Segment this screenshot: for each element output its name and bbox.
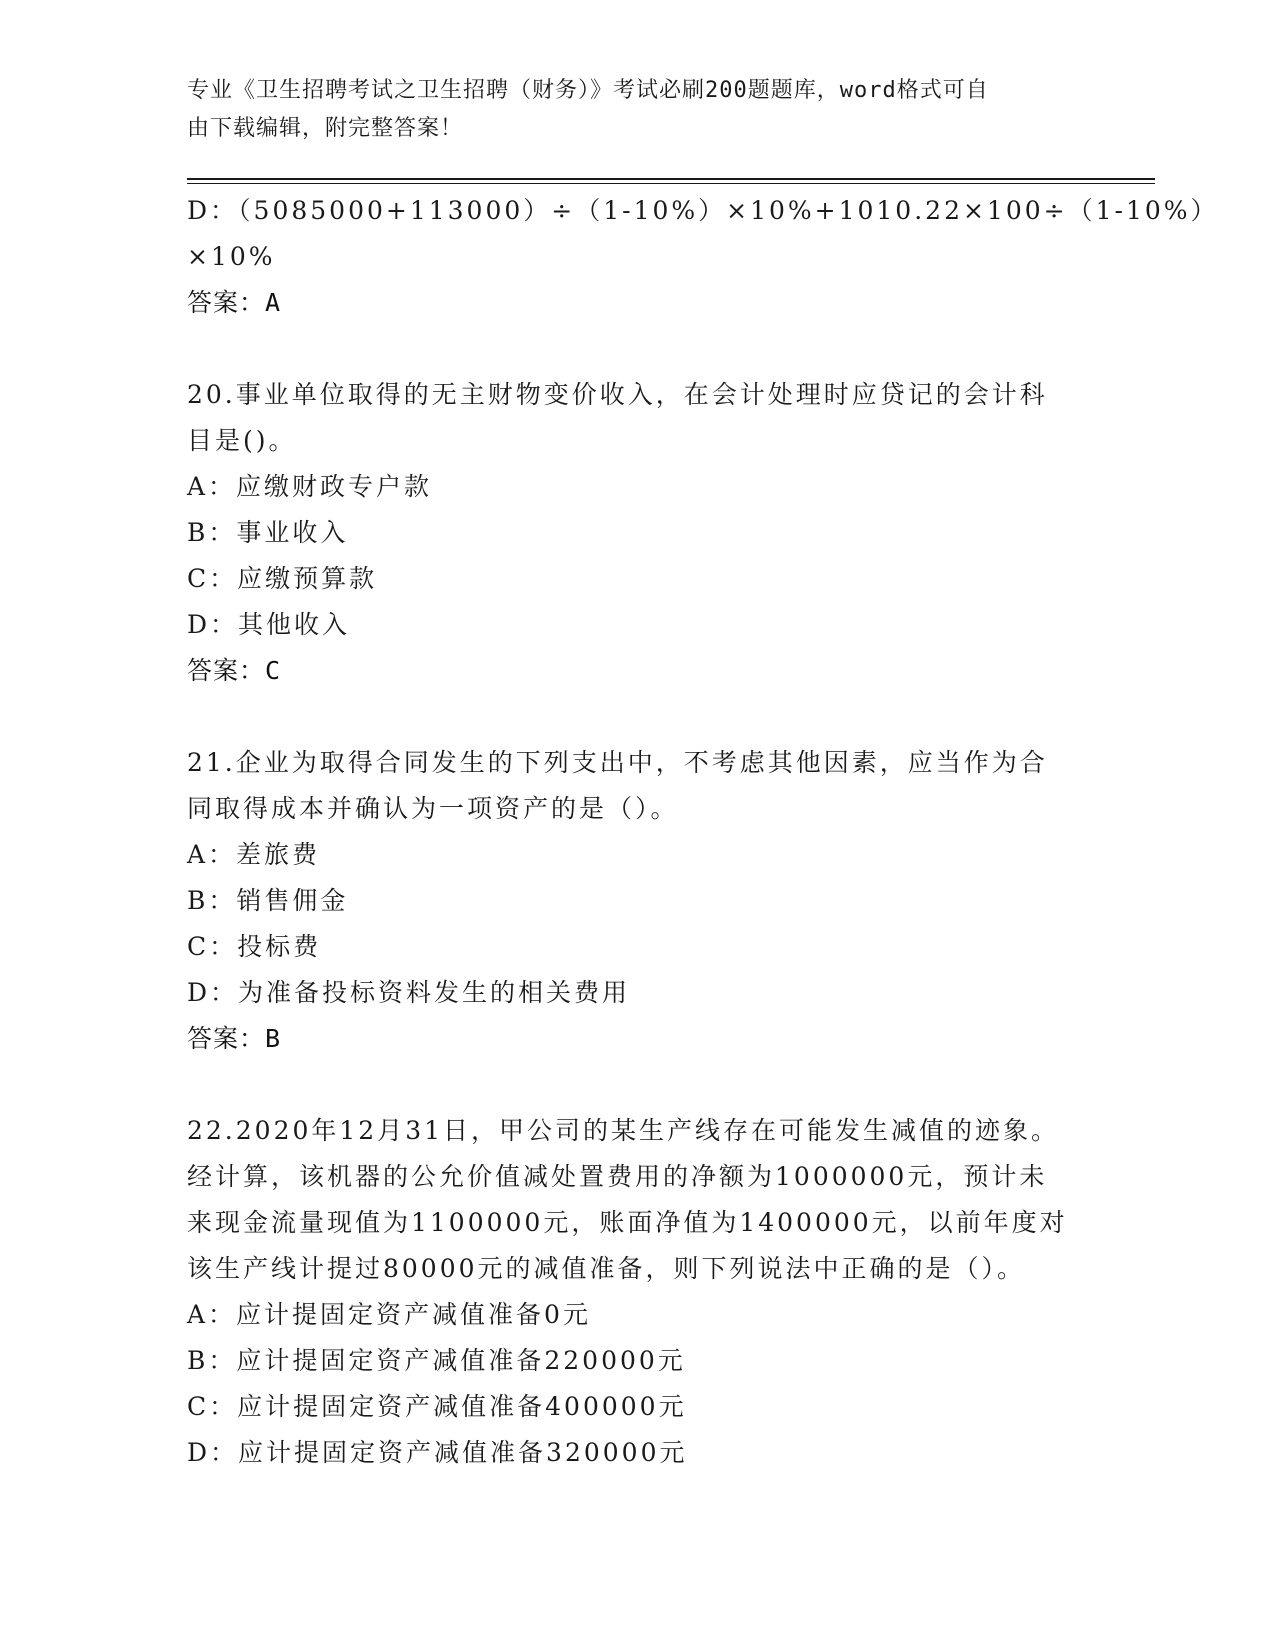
option-c: C：应缴预算款: [187, 564, 378, 593]
question-stem: 20.事业单位取得的无主财物变价收入，在会计处理时应贷记的会计科: [187, 380, 1048, 409]
header-title-line-1: 专业《卫生招聘考试之卫生招聘（财务）》考试必刷200题题库，word格式可自: [187, 78, 989, 103]
option-b: B：事业收入: [187, 518, 349, 547]
question-stem-continued: 经计算，该机器的公允价值减处置费用的净额为1000000元，预计未: [187, 1162, 1048, 1191]
question-stem: 22.2020年12月31日，甲公司的某生产线存在可能发生减值的迹象。: [187, 1116, 1060, 1145]
answer-text: 答案：A: [187, 288, 282, 317]
question-stem-continued: 目是()。: [187, 426, 297, 455]
spacer: [187, 1062, 1087, 1108]
question-stem-continued: 来现金流量现值为1100000元，账面净值为1400000元，以前年度对: [187, 1208, 1068, 1237]
option-d: D：为准备投标资料发生的相关费用: [187, 978, 631, 1007]
question-stem: 21.企业为取得合同发生的下列支出中，不考虑其他因素，应当作为合: [187, 748, 1048, 777]
document-body: [187, 188, 1219, 1476]
option-d: D：其他收入: [187, 610, 351, 639]
spacer: [187, 694, 1087, 740]
header-divider-thick: [187, 178, 1155, 180]
question-stem-continued: 同取得成本并确认为一项资产的是（）。: [187, 794, 679, 823]
option-c: C：应计提固定资产减值准备400000元: [187, 1392, 687, 1421]
question-stem-continued: 该生产线计提过80000元的减值准备，则下列说法中正确的是（）。: [187, 1254, 1026, 1283]
option-a: A：应计提固定资产减值准备0元: [187, 1300, 591, 1329]
header-title-line-2: 由下载编辑，附完整答案！: [187, 116, 464, 141]
option-b: B：应计提固定资产减值准备220000元: [187, 1346, 686, 1375]
question-20: [187, 372, 1087, 694]
question-21: [187, 740, 1087, 1062]
option-b: B：销售佣金: [187, 886, 349, 915]
option-a: A：应缴财政专户款: [187, 472, 433, 501]
answer-text: 答案：C: [187, 656, 282, 685]
option-d: D：（5085000+113000）÷（1-10%）×10%+1010.22×100÷（1-10%）: [187, 196, 1219, 225]
question-22: [187, 1108, 1087, 1476]
option-c: C：投标费: [187, 932, 322, 961]
option-d-continued: ×10%: [187, 242, 276, 271]
option-a: A：差旅费: [187, 840, 321, 869]
document-header: [187, 72, 1067, 148]
spacer: [187, 326, 1087, 372]
option-d: D：应计提固定资产减值准备320000元: [187, 1438, 688, 1467]
answer-text: 答案：B: [187, 1024, 282, 1053]
header-divider-thin: [187, 183, 1155, 184]
previous-question-tail: [187, 188, 1219, 326]
